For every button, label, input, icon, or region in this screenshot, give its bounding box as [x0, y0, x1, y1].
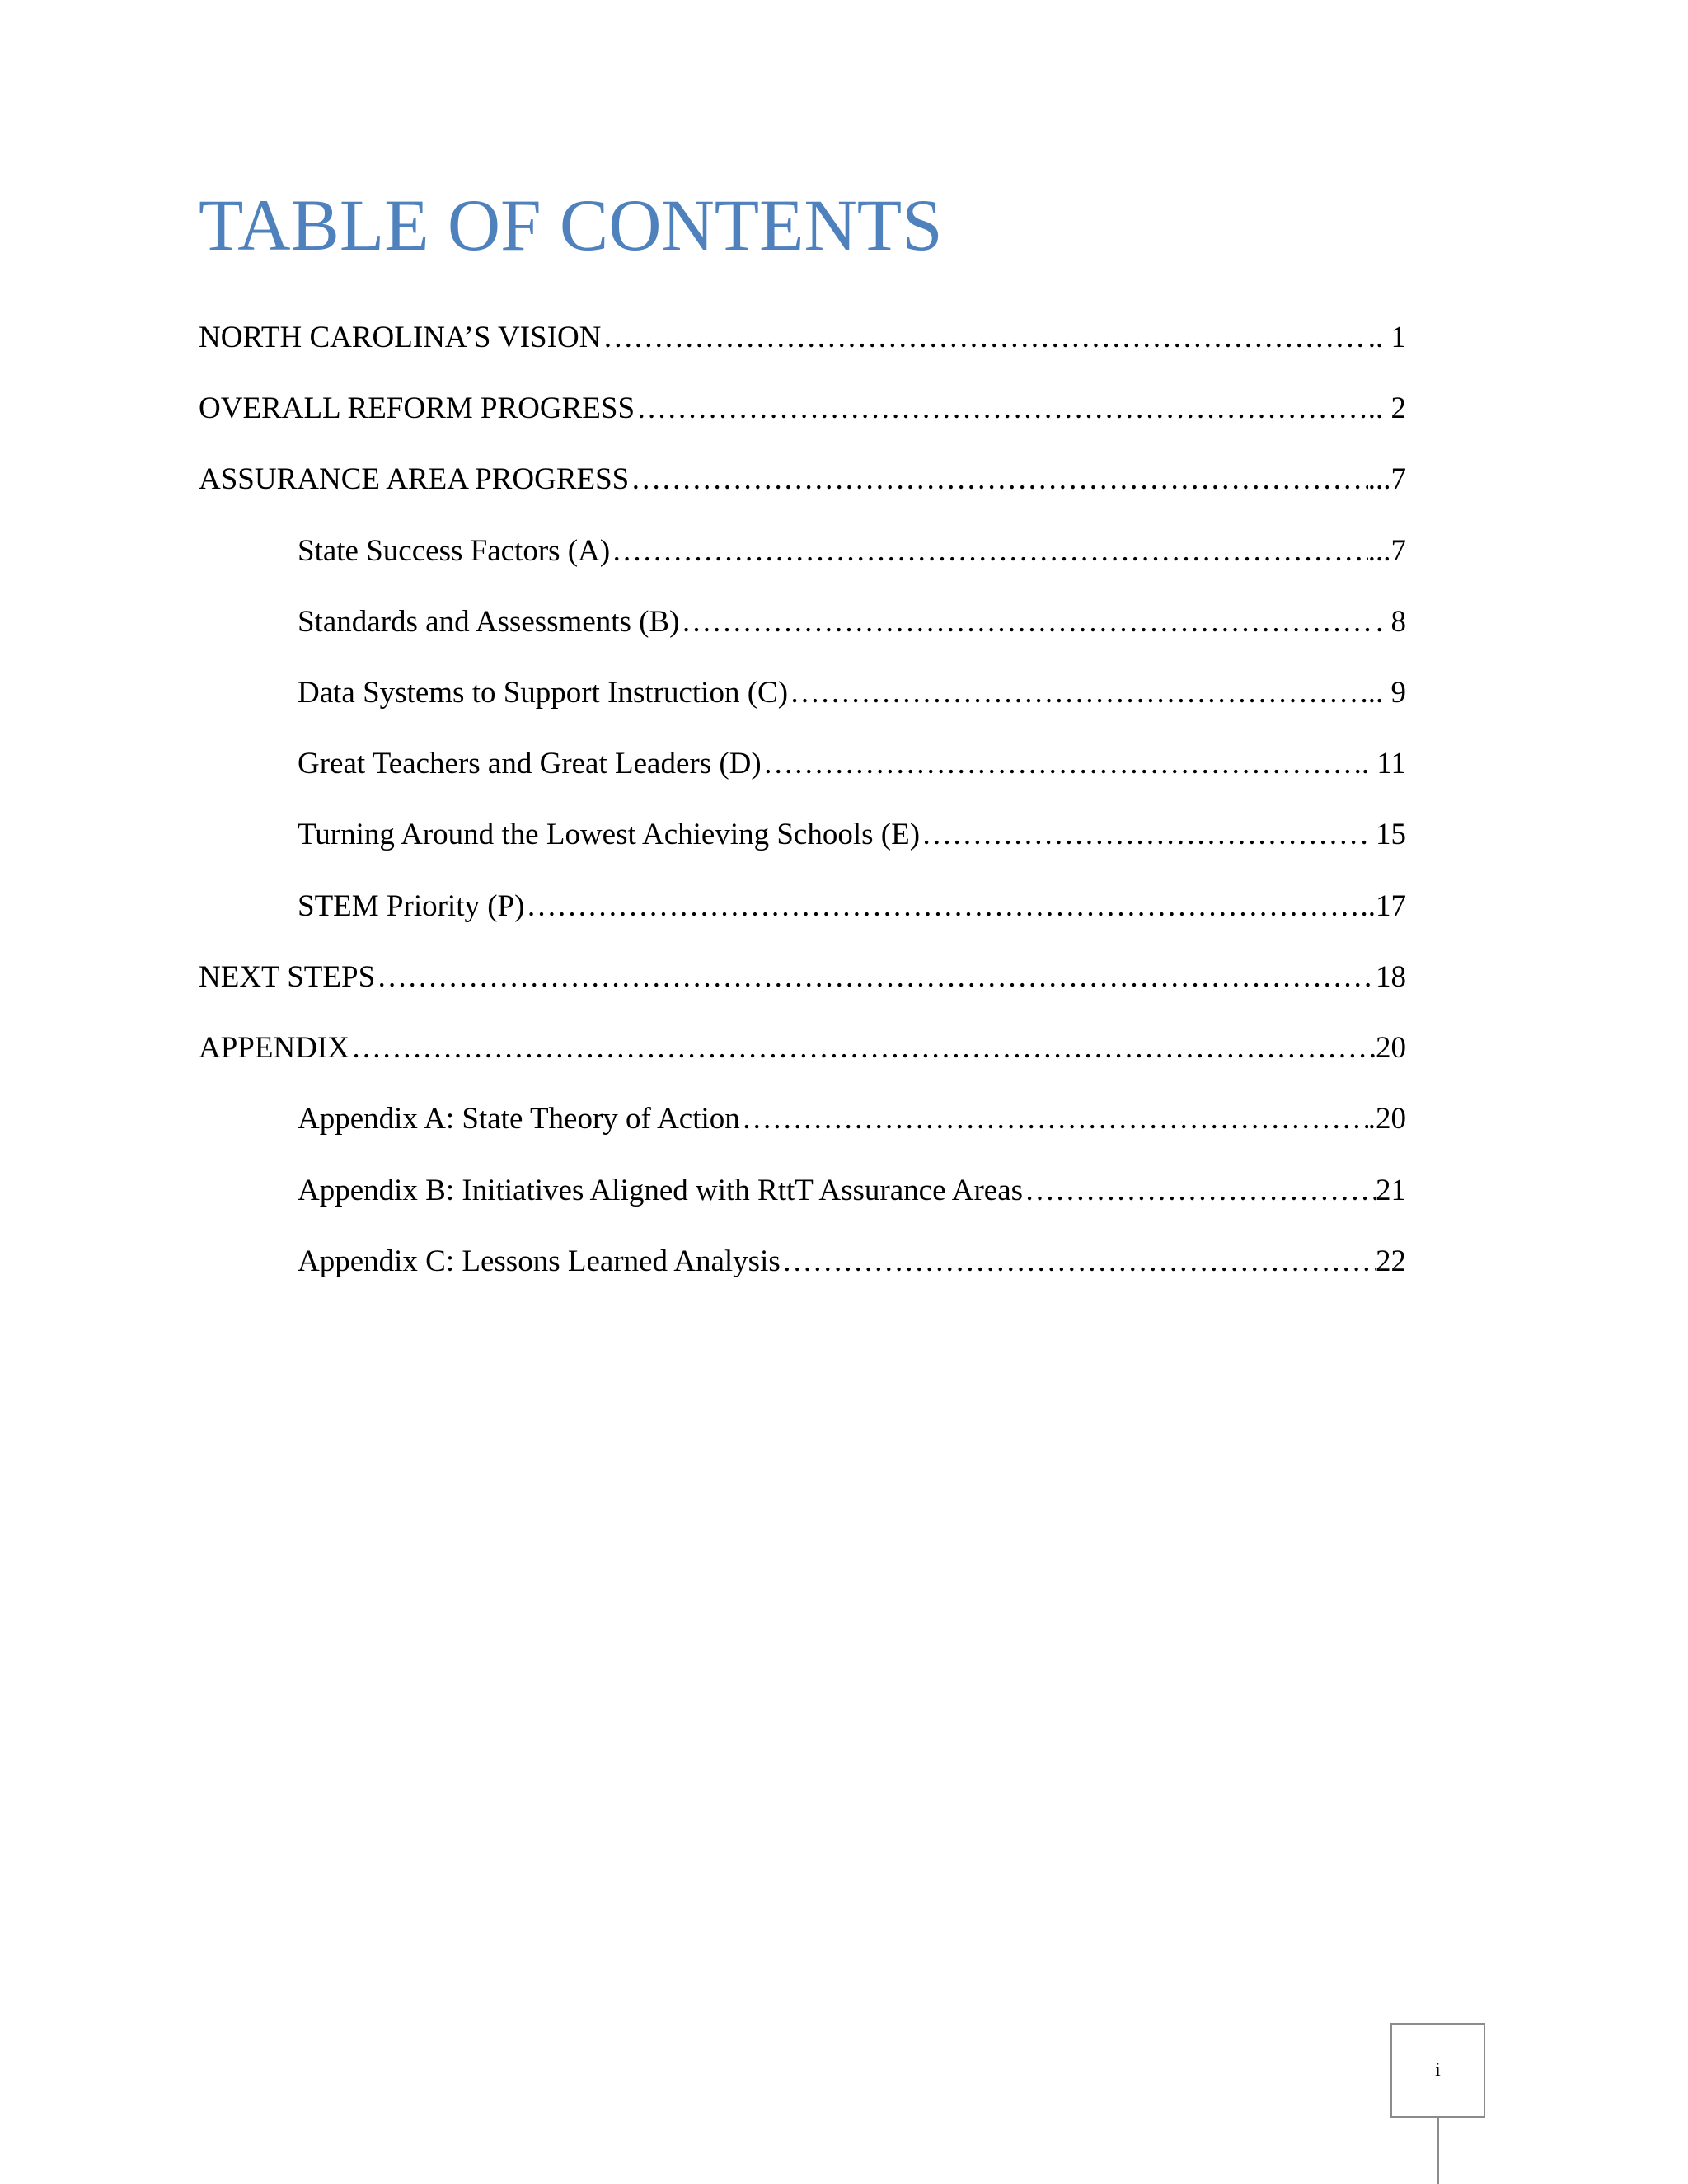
toc-entry-label: APPENDIX	[199, 1031, 349, 1065]
toc-dot-leader	[680, 602, 1376, 643]
toc-entry-page: 21	[1376, 1174, 1406, 1207]
toc-entry-page: 22	[1376, 1244, 1406, 1278]
toc-title: TABLE OF CONTENTS	[199, 185, 943, 266]
toc-entry-page: ...7	[1367, 534, 1406, 568]
toc-entry-label: Appendix A: State Theory of Action	[298, 1102, 740, 1136]
toc-entry-state-success-factors[interactable]	[298, 531, 1406, 572]
toc-dot-leader	[781, 1241, 1376, 1282]
toc-entry-page: . 8	[1376, 605, 1406, 639]
toc-entry-overall-reform-progress[interactable]	[199, 388, 1406, 429]
toc-dot-leader	[1023, 1170, 1376, 1212]
toc-entry-page: 18	[1376, 960, 1406, 994]
toc-entry-label: Great Teachers and Great Leaders (D)	[298, 747, 762, 780]
toc-entry-page: .. 1	[1367, 321, 1406, 354]
toc-entry-page: ...7	[1367, 462, 1406, 496]
toc-entry-label: ASSURANCE AREA PROGRESS	[199, 462, 630, 496]
toc-dot-leader	[629, 459, 1367, 500]
toc-dot-leader	[601, 317, 1367, 359]
toc-entry-label: Appendix B: Initiatives Aligned with RttT Assurance Areas	[298, 1174, 1024, 1207]
toc-entry-page: .. 2	[1367, 391, 1406, 425]
toc-entry-label: Data Systems to Support Instruction (C)	[298, 676, 789, 710]
toc-entry-label: State Success Factors (A)	[298, 534, 611, 568]
toc-dot-leader	[920, 814, 1360, 855]
toc-entry-north-carolinas-vision[interactable]	[199, 317, 1406, 359]
toc-entry-label: Standards and Assessments (B)	[298, 605, 680, 639]
toc-entry-label: OVERALL REFORM PROGRESS	[199, 391, 635, 425]
toc-dot-leader	[349, 1028, 1376, 1069]
toc-entry-appendix-b[interactable]	[298, 1170, 1406, 1212]
toc-dot-leader	[610, 531, 1368, 572]
toc-entry-assurance-area-progress[interactable]	[199, 459, 1406, 500]
toc-dot-leader	[375, 957, 1376, 998]
toc-entry-label: Turning Around the Lowest Achieving Schools (E)	[298, 818, 921, 851]
toc-entry-page: ... 9	[1360, 676, 1406, 710]
toc-entry-page: 20	[1376, 1031, 1406, 1065]
page-number-box	[1390, 2023, 1485, 2118]
page-number-connector-line	[1437, 2118, 1439, 2184]
toc-dot-leader	[762, 743, 1354, 785]
toc-entry-appendix-a[interactable]	[298, 1099, 1406, 1140]
toc-dot-leader	[524, 886, 1360, 927]
toc-entry-page: .20	[1367, 1102, 1406, 1136]
toc-entry-appendix[interactable]	[199, 1028, 1406, 1069]
toc-entry-page: .. 11	[1353, 747, 1406, 780]
toc-entry-data-systems[interactable]	[298, 673, 1406, 714]
toc-dot-leader	[635, 388, 1368, 429]
toc-entry-label: Appendix C: Lessons Learned Analysis	[298, 1244, 781, 1278]
toc-entry-standards-and-assessments[interactable]	[298, 602, 1406, 643]
toc-dot-leader	[788, 673, 1360, 714]
page-number: i	[1435, 2060, 1441, 2081]
toc-entry-stem-priority[interactable]	[298, 886, 1406, 927]
toc-entry-page: . 15	[1360, 818, 1406, 851]
toc-entry-label: NORTH CAROLINA’S VISION	[199, 321, 602, 354]
toc-entry-appendix-c[interactable]	[298, 1241, 1406, 1282]
toc-entry-next-steps[interactable]	[199, 957, 1406, 998]
toc-entry-turning-around-schools[interactable]	[298, 814, 1406, 855]
toc-entry-label: NEXT STEPS	[199, 960, 376, 994]
toc-dot-leader	[740, 1099, 1368, 1140]
toc-entry-great-teachers[interactable]	[298, 743, 1406, 785]
toc-entry-label: STEM Priority (P)	[298, 889, 525, 923]
toc-entry-page: ..17	[1360, 889, 1406, 923]
